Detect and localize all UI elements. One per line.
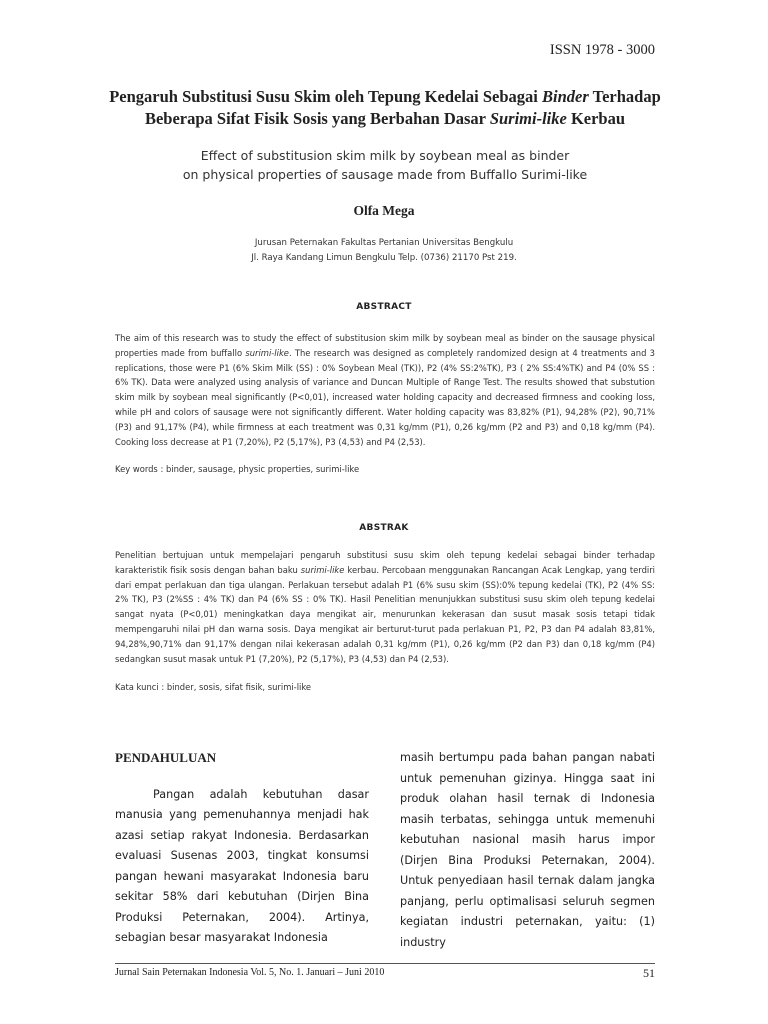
title-line-2: Beberapa Sifat Fisik Sosis yang Berbahan Dasar Surimi-like Kerbau (144, 109, 626, 128)
abstract-keywords: Key words : binder, sausage, physic properties, surimi-like (115, 464, 360, 475)
abstrak-text: Penelitian bertujuan untuk mempelajari pengaruh substitusi susu skim oleh tepung kedelai sebagai binder terhadap karakteristik fisik sosis dengan bahan baku surimi-like kerbau. Percobaan menggunakan Rancangan Acak Lengkap, yang terdiri dari empat perlakuan dan tiga ulangan. Perlakuan tersebut adalah P1 (6% susu skim (SS):0% tepung kedelai (TK), P2 (4% SS: 2% TK), P3 (2%SS : 4% TK) dan P4 (6% SS : 0% TK). Hasil Penelitian menunjukkan substitusi susu skim oleh tepung kedelai sangat nyata (P<0,01) meningkatkan daya mengikat air, menurunkan kekerasan dan susut masak sosis tetapi tidak mempengaruhi nilai pH dan warna sosis. Daya mengikat air berturut-turut pada perlakuan P1, P2, P3 dan P4 adalah 83,81%, 94,28%,90,71% dan 91,17% dengan nilai kekerasan adalah 0,31 kg/mm (P1), 0,26 kg/mm (P2 dan P3) dan 0,18 kg/mm (P4) sedangkan susut masak untuk P1 (7,20%), P2 (5,17%), P3 (4,53) dan P4 (2,53). (115, 550, 655, 664)
introduction-left-text: Pangan adalah kebutuhan dasar manusia yang pemenuhannya menjadi hak azasi setiap rakyat Indonesia. Berdasarkan evaluasi Susenas 2003, tingkat konsumsi pangan hewani masyarakat Indonesia baru sekitar 58% dari kebutuhan (Dirjen Bina Produksi Peternakan, 2004). Artinya, sebagian besar masyarakat Indonesia (115, 787, 369, 944)
issn-label: ISSN 1978 - 3000 (549, 42, 655, 58)
page-number: 51 (643, 966, 655, 980)
affiliation-line-2: Jl. Raya Kandang Limun Bengkulu Telp. (0736) 21170 Pst 219. (251, 253, 517, 263)
left-column (115, 748, 369, 949)
title-line-1: Pengaruh Substitusi Susu Skim oleh Tepung Kedelai Sebagai Binder Terhadap (109, 87, 661, 106)
affiliation (0, 236, 768, 266)
abstract-heading: ABSTRACT (356, 302, 412, 312)
english-title (80, 146, 690, 184)
abstract-text: The aim of this research was to study the effect of substitusion skim milk by soybean meal as binder on the sausage physical properties made from buffallo surimi-like. The research was designed as completely randomized design at 4 treatments and 3 replications, those were P1 (6% Skim Milk (SS) : 0% Soybean Meal (TK)), P2 (4% SS:2%TK), P3 ( 2% SS:4%TK) and P4 (0% SS : 6% TK). Data were analyzed using analysis of variance and Duncan Multiple of Range Test. The results showed that substution skim milk by soybean meal significantly (P<0,01), increased water holding capacity and decreased firmness and cooking loss, while pH and colors of sausage were not significantly different. Water holding capacity was 83,82% (P1), 94,28% (P2), 90,71% (P3) and 91,17% (P4), while firmness at each treatment was 0,31 kg/mm (P1), 0,26 kg/mm (P2 and P3) and 0,18 kg/mm (P4). Cooking loss decrease at P1 (7,20%), P2 (5,17%), P3 (4,53) and P4 (2,53). (115, 333, 655, 447)
affiliation-line-1: Jurusan Peternakan Fakultas Pertanian Universitas Bengkulu (254, 238, 514, 248)
introduction-heading: PENDAHULUAN (115, 750, 217, 765)
journal-citation: Jurnal Sain Peternakan Indonesia Vol. 5, No. 1. Januari – Juni 2010 (115, 967, 385, 978)
english-title-line-2: on physical properties of sausage made from Buffallo Surimi-like (182, 167, 588, 182)
abstract-section (115, 331, 655, 477)
abstrak-keywords: Kata kunci : binder, sosis, sifat fisik, surimi-like (115, 682, 312, 693)
footer-divider (115, 963, 655, 964)
right-column (400, 748, 655, 953)
author-name: Olfa Mega (353, 203, 415, 218)
introduction-right-text: masih bertumpu pada bahan pangan nabati untuk pemenuhan gizinya. Hingga saat ini produk olahan hasil ternak di Indonesia masih terbatas, sehingga untuk memenuhi kebutuhan nasional masih harus impor (Dirjen Bina Produksi Peternakan, 2004). Untuk penyediaan hasil ternak dalam jangka panjang, perlu optimalisasi seluruh segmen kegiatan industri peternakan, yaitu: (1) industry (400, 751, 655, 949)
abstrak-heading: ABSTRAK (359, 523, 409, 533)
abstrak-section (115, 548, 655, 695)
english-title-line-1: Effect of substitusion skim milk by soybean meal as binder (200, 148, 570, 163)
paper-title (60, 86, 710, 130)
